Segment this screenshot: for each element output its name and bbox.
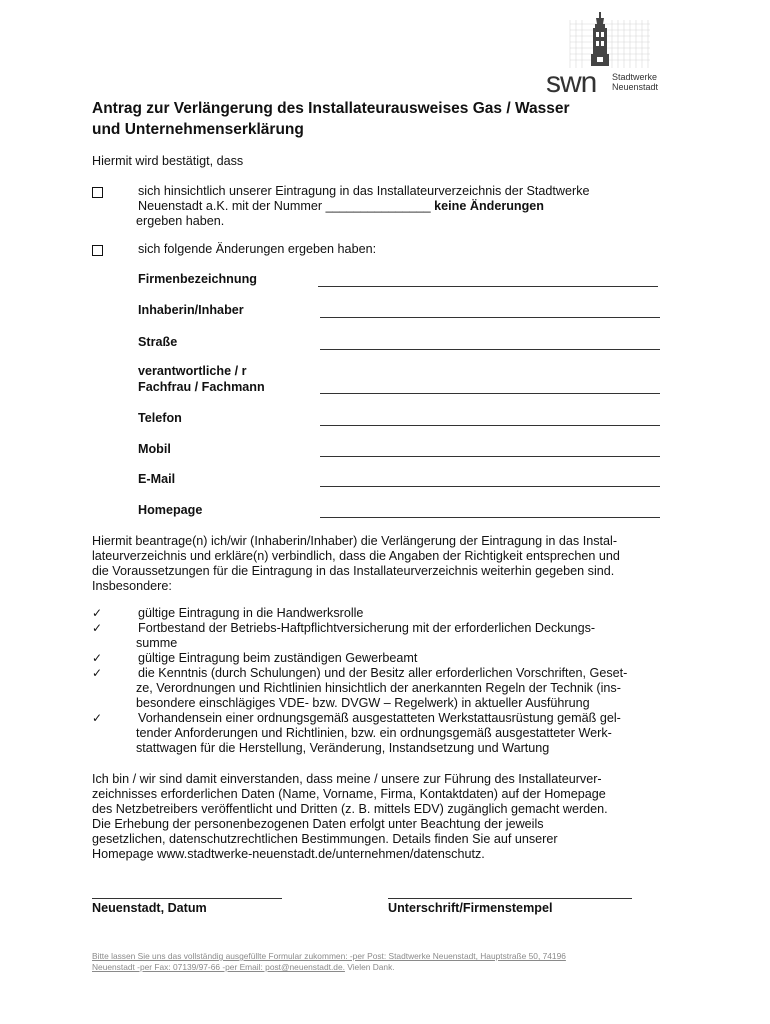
- field-label: Homepage: [138, 503, 203, 517]
- option2-line1: sich folgende Änderungen ergeben haben:: [138, 242, 377, 256]
- field-input-line[interactable]: [318, 286, 658, 287]
- field-label: E-Mail: [138, 472, 176, 486]
- intro-text: Hiermit wird bestätigt, dass: [92, 154, 244, 168]
- field-label: verantwortliche / r Fachfrau / Fachmann: [138, 364, 265, 394]
- list-item: ✓ Fortbestand der Betriebs-Haftpflichtversicherung mit der erforderlichen Deckungs- summe: [92, 621, 596, 650]
- company-signature: [388, 898, 632, 915]
- signature-line[interactable]: [388, 898, 632, 899]
- signature-label: Unterschrift/Firmenstempel: [388, 901, 553, 915]
- list-item: ✓ die Kenntnis (durch Schulungen) und der Besitz aller erforderlichen Vorschriften, Geset- ze, Verordnungen und Richtlinien hinsichtlich der anerkannten Regeln der Technik (ins- besondere einschlägiges VDE- bzw. DVGW – Regelwerk) in aktueller Ausführung: [92, 666, 628, 710]
- list-item: ✓ Vorhandensein einer ordnungsgemäß ausgestatteten Werkstattausrüstung gemäß gel- tender Anforderungen und Richtlinien, bzw. ein ordnungsgemäß ausgestatteter Werk- stattwagen für die Herstellung, Veränderung, Instandsetzung und Wartung: [92, 711, 621, 755]
- place-date-signature: [92, 898, 282, 915]
- field-input-line[interactable]: [320, 456, 660, 457]
- title-line-1: Antrag zur Verlängerung des Installateurausweises Gas / Wasser: [92, 100, 570, 117]
- field-label: Firmenbezeichnung: [138, 272, 257, 286]
- check-icon: ✓: [92, 606, 103, 620]
- field-input-line[interactable]: [320, 317, 660, 318]
- footer-note: Bitte lassen Sie uns das vollständig ausgefüllte Formular zukommen: -per Post: Stadtwerke Neuenstadt, Hauptstraße 50, 74196 Neuenstadt -per Fax: 07139/97-66 -per Email: post@neuenstadt.de. Vielen Dank.: [92, 951, 566, 972]
- logo-wordmark: swn: [546, 66, 597, 99]
- list-item: ✓ gültige Eintragung beim zuständigen Gewerbeamt: [92, 651, 418, 665]
- logo-subtitle: Stadtwerke Neuenstadt: [612, 72, 659, 92]
- page-title: [92, 98, 682, 140]
- option1-line3: ergeben haben.: [136, 214, 225, 228]
- field-input-line[interactable]: [320, 393, 660, 394]
- field-input-line[interactable]: [320, 349, 660, 350]
- field-label: Inhaberin/Inhaber: [138, 303, 244, 317]
- place-date-line[interactable]: [92, 898, 282, 899]
- list-item: ✓ gültige Eintragung in die Handwerksrolle: [92, 606, 364, 620]
- field-label: Mobil: [138, 442, 171, 456]
- check-icon: ✓: [92, 666, 103, 680]
- field-input-line[interactable]: [320, 517, 660, 518]
- check-icon: ✓: [92, 621, 103, 635]
- field-input-line[interactable]: [320, 425, 660, 426]
- option1-bold: keine Änderungen: [434, 199, 545, 213]
- consent-paragraph: Ich bin / wir sind damit einverstanden, dass meine / unsere zur Führung des Installateurver- zeichnisses erforderlichen Daten (Name, Vorname, Firma, Kontaktdaten) auf der Homepage des Netzbetreibers veröffentlicht und Dritten (z. B. mittels EDV) zugänglich gemacht werden. Die Erhebung der personenbezogenen Daten erfolgt unter Beachtung der jeweils gesetzlichen, datenschutzrechtlichen Bestimmungen. Details finden Sie auf unserer Homepage www.stadtwerke-neuenstadt.de/unternehmen/datenschutz.: [92, 772, 608, 861]
- check-icon: ✓: [92, 711, 103, 725]
- title-line-2: und Unternehmenserklärung: [92, 121, 304, 138]
- stadtwerke-logo: [540, 10, 670, 102]
- option1-line2: Neuenstadt a.K. mit der Nummer _______________ keine Änderungen: [138, 199, 545, 213]
- option1-line1: sich hinsichtlich unserer Eintragung in das Installateurverzeichnis der Stadtwerke: [138, 184, 590, 198]
- checkbox-changes[interactable]: [92, 245, 103, 256]
- field-label: Telefon: [138, 411, 182, 425]
- checkbox-no-changes[interactable]: [92, 187, 103, 198]
- place-date-label: Neuenstadt, Datum: [92, 901, 207, 915]
- requirements-list: [92, 606, 692, 756]
- check-icon: ✓: [92, 651, 103, 665]
- application-paragraph: Hiermit beantrage(n) ich/wir (Inhaberin/Inhaber) die Verlängerung der Eintragung in das Instal- lateurverzeichnis und erkläre(n) verbindlich, dass die Angaben der Richtigkeit entsprechen und die Voraussetzungen für die Eintragung in das Installateurverzeichnis weiterhin gegeben sind. Insbesondere:: [92, 534, 620, 593]
- field-label: Straße: [138, 335, 178, 349]
- field-input-line[interactable]: [320, 486, 660, 487]
